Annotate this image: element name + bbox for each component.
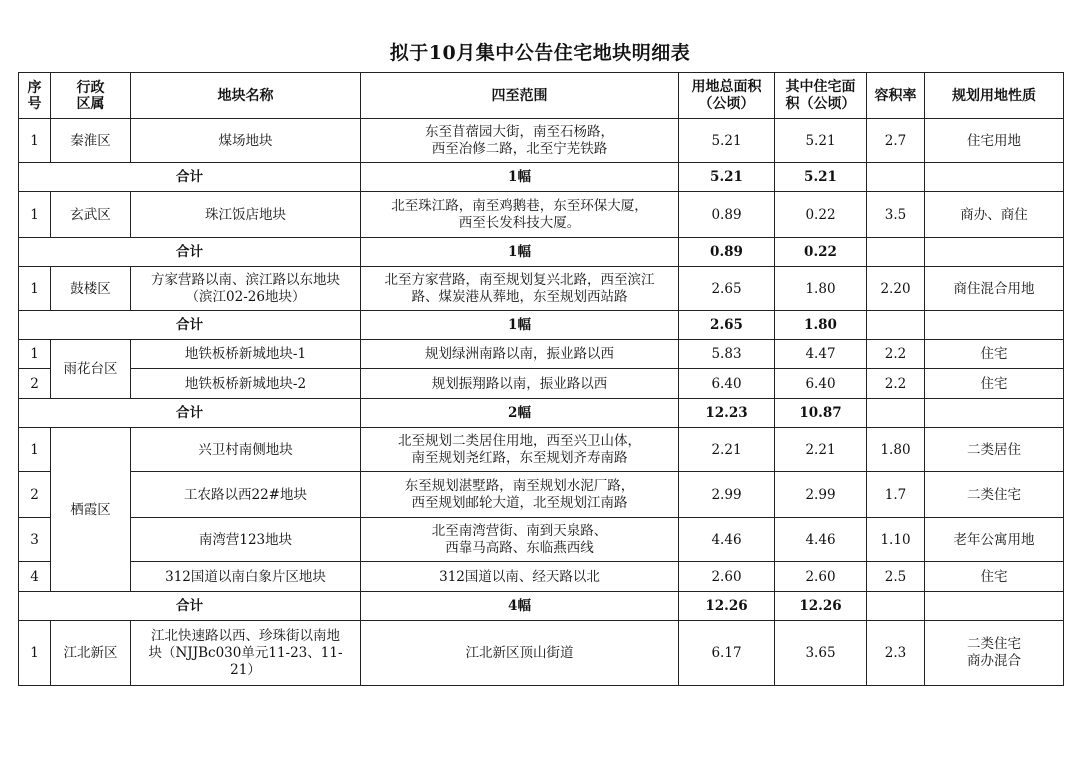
cell-res-area: 4.46 [775, 518, 867, 562]
cell-name: 煤场地块 [131, 119, 361, 163]
cell-bounds: 312国道以南、经天路以北 [361, 562, 679, 592]
subtotal-count: 1幅 [361, 238, 679, 267]
subtotal-row [19, 311, 1064, 340]
cell-far: 2.5 [867, 562, 925, 592]
header-district: 行政 区属 [51, 73, 131, 119]
subtotal-res-area: 12.26 [775, 592, 867, 621]
subtotal-count: 2幅 [361, 399, 679, 428]
cell-far: 2.7 [867, 119, 925, 163]
cell-name: 兴卫村南侧地块 [131, 428, 361, 472]
cell-far: 1.10 [867, 518, 925, 562]
subtotal-count: 1幅 [361, 311, 679, 340]
cell-district: 雨花台区 [51, 340, 131, 399]
cell-total-area: 2.99 [679, 472, 775, 518]
cell-res-area: 2.99 [775, 472, 867, 518]
cell-seq: 2 [19, 472, 51, 518]
subtotal-row [19, 399, 1064, 428]
cell-use: 商住混合用地 [925, 267, 1064, 311]
empty-cell [867, 399, 925, 428]
header-far: 容积率 [867, 73, 925, 119]
subtotal-row [19, 163, 1064, 192]
cell-res-area: 2.60 [775, 562, 867, 592]
cell-seq: 1 [19, 621, 51, 686]
header-row [19, 73, 1064, 119]
header-use: 规划用地性质 [925, 73, 1064, 119]
header-bounds: 四至范围 [361, 73, 679, 119]
subtotal-total-area: 2.65 [679, 311, 775, 340]
cell-total-area: 4.46 [679, 518, 775, 562]
table-row [19, 428, 1064, 472]
cell-total-area: 5.83 [679, 340, 775, 369]
cell-far: 1.80 [867, 428, 925, 472]
cell-use: 住宅 [925, 340, 1064, 369]
cell-use: 商办、商住 [925, 192, 1064, 238]
empty-cell [925, 238, 1064, 267]
header-total-area: 用地总面积 （公顷） [679, 73, 775, 119]
empty-cell [867, 311, 925, 340]
cell-total-area: 2.65 [679, 267, 775, 311]
subtotal-total-area: 5.21 [679, 163, 775, 192]
cell-bounds: 北至珠江路，南至鸡鹅巷，东至环保大厦， 西至长发科技大厦。 [361, 192, 679, 238]
cell-bounds: 江北新区顶山街道 [361, 621, 679, 686]
cell-name: 江北快速路以西、珍珠街以南地 块（NJJBc030单元11-23、11- 21） [131, 621, 361, 686]
cell-bounds: 东至规划湛墅路，南至规划水泥厂路， 西至规划邮轮大道，北至规划江南路 [361, 472, 679, 518]
cell-use: 二类居住 [925, 428, 1064, 472]
cell-res-area: 0.22 [775, 192, 867, 238]
cell-district: 玄武区 [51, 192, 131, 238]
table-row [19, 369, 1064, 399]
cell-total-area: 0.89 [679, 192, 775, 238]
subtotal-total-area: 0.89 [679, 238, 775, 267]
cell-bounds: 东至苜蓿园大街，南至石杨路， 西至冶修二路，北至宁芜铁路 [361, 119, 679, 163]
cell-far: 2.3 [867, 621, 925, 686]
cell-far: 1.7 [867, 472, 925, 518]
empty-cell [867, 163, 925, 192]
cell-far: 2.2 [867, 340, 925, 369]
subtotal-row [19, 592, 1064, 621]
cell-total-area: 6.17 [679, 621, 775, 686]
table-row [19, 267, 1064, 311]
cell-res-area: 2.21 [775, 428, 867, 472]
table-row [19, 562, 1064, 592]
cell-total-area: 6.40 [679, 369, 775, 399]
cell-far: 2.2 [867, 369, 925, 399]
empty-cell [925, 163, 1064, 192]
cell-use: 住宅 [925, 369, 1064, 399]
header-res-area: 其中住宅面 积（公顷） [775, 73, 867, 119]
page-title: 拟于10月集中公告住宅地块明细表 [389, 42, 691, 64]
cell-name: 方家营路以南、滨江路以东地块 （滨江02-26地块） [131, 267, 361, 311]
empty-cell [867, 238, 925, 267]
cell-use: 住宅用地 [925, 119, 1064, 163]
subtotal-row [19, 238, 1064, 267]
cell-district: 秦淮区 [51, 119, 131, 163]
subtotal-label: 合计 [19, 163, 361, 192]
empty-cell [925, 399, 1064, 428]
cell-total-area: 2.60 [679, 562, 775, 592]
cell-name: 珠江饭店地块 [131, 192, 361, 238]
cell-seq: 2 [19, 369, 51, 399]
cell-bounds: 北至规划二类居住用地，西至兴卫山体， 南至规划尧红路，东至规划齐寿南路 [361, 428, 679, 472]
cell-total-area: 2.21 [679, 428, 775, 472]
empty-cell [867, 592, 925, 621]
cell-name: 312国道以南白象片区地块 [131, 562, 361, 592]
cell-name: 地铁板桥新城地块-2 [131, 369, 361, 399]
cell-use: 二类住宅 商办混合 [925, 621, 1064, 686]
cell-far: 3.5 [867, 192, 925, 238]
cell-use: 住宅 [925, 562, 1064, 592]
subtotal-label: 合计 [19, 592, 361, 621]
empty-cell [925, 311, 1064, 340]
cell-name: 工农路以西22#地块 [131, 472, 361, 518]
cell-res-area: 4.47 [775, 340, 867, 369]
subtotal-label: 合计 [19, 238, 361, 267]
cell-res-area: 6.40 [775, 369, 867, 399]
header-seq: 序 号 [19, 73, 51, 119]
cell-seq: 1 [19, 119, 51, 163]
subtotal-count: 4幅 [361, 592, 679, 621]
cell-use: 二类住宅 [925, 472, 1064, 518]
cell-name: 南湾营123地块 [131, 518, 361, 562]
table-row [19, 518, 1064, 562]
cell-seq: 1 [19, 267, 51, 311]
cell-far: 2.20 [867, 267, 925, 311]
cell-district: 江北新区 [51, 621, 131, 686]
subtotal-label: 合计 [19, 399, 361, 428]
empty-cell [925, 592, 1064, 621]
cell-seq: 3 [19, 518, 51, 562]
cell-res-area: 5.21 [775, 119, 867, 163]
subtotal-res-area: 5.21 [775, 163, 867, 192]
subtotal-res-area: 1.80 [775, 311, 867, 340]
table-row [19, 119, 1064, 163]
cell-seq: 1 [19, 192, 51, 238]
cell-use: 老年公寓用地 [925, 518, 1064, 562]
table-row [19, 340, 1064, 369]
cell-res-area: 1.80 [775, 267, 867, 311]
subtotal-label: 合计 [19, 311, 361, 340]
cell-district: 栖霞区 [51, 428, 131, 592]
subtotal-res-area: 0.22 [775, 238, 867, 267]
table-row [19, 192, 1064, 238]
cell-res-area: 3.65 [775, 621, 867, 686]
land-parcel-table [18, 72, 1064, 686]
cell-name: 地铁板桥新城地块-1 [131, 340, 361, 369]
cell-seq: 1 [19, 428, 51, 472]
cell-bounds: 规划绿洲南路以南，振业路以西 [361, 340, 679, 369]
cell-bounds: 规划振翔路以南，振业路以西 [361, 369, 679, 399]
header-name: 地块名称 [131, 73, 361, 119]
cell-bounds: 北至方家营路，南至规划复兴北路，西至滨江 路、煤炭港从葬地，东至规划西站路 [361, 267, 679, 311]
table-row [19, 472, 1064, 518]
cell-total-area: 5.21 [679, 119, 775, 163]
subtotal-count: 1幅 [361, 163, 679, 192]
cell-seq: 1 [19, 340, 51, 369]
table-row [19, 621, 1064, 686]
subtotal-total-area: 12.26 [679, 592, 775, 621]
subtotal-res-area: 10.87 [775, 399, 867, 428]
cell-district: 鼓楼区 [51, 267, 131, 311]
cell-bounds: 北至南湾营街、南到天泉路、 西靠马高路、东临燕西线 [361, 518, 679, 562]
cell-seq: 4 [19, 562, 51, 592]
subtotal-total-area: 12.23 [679, 399, 775, 428]
